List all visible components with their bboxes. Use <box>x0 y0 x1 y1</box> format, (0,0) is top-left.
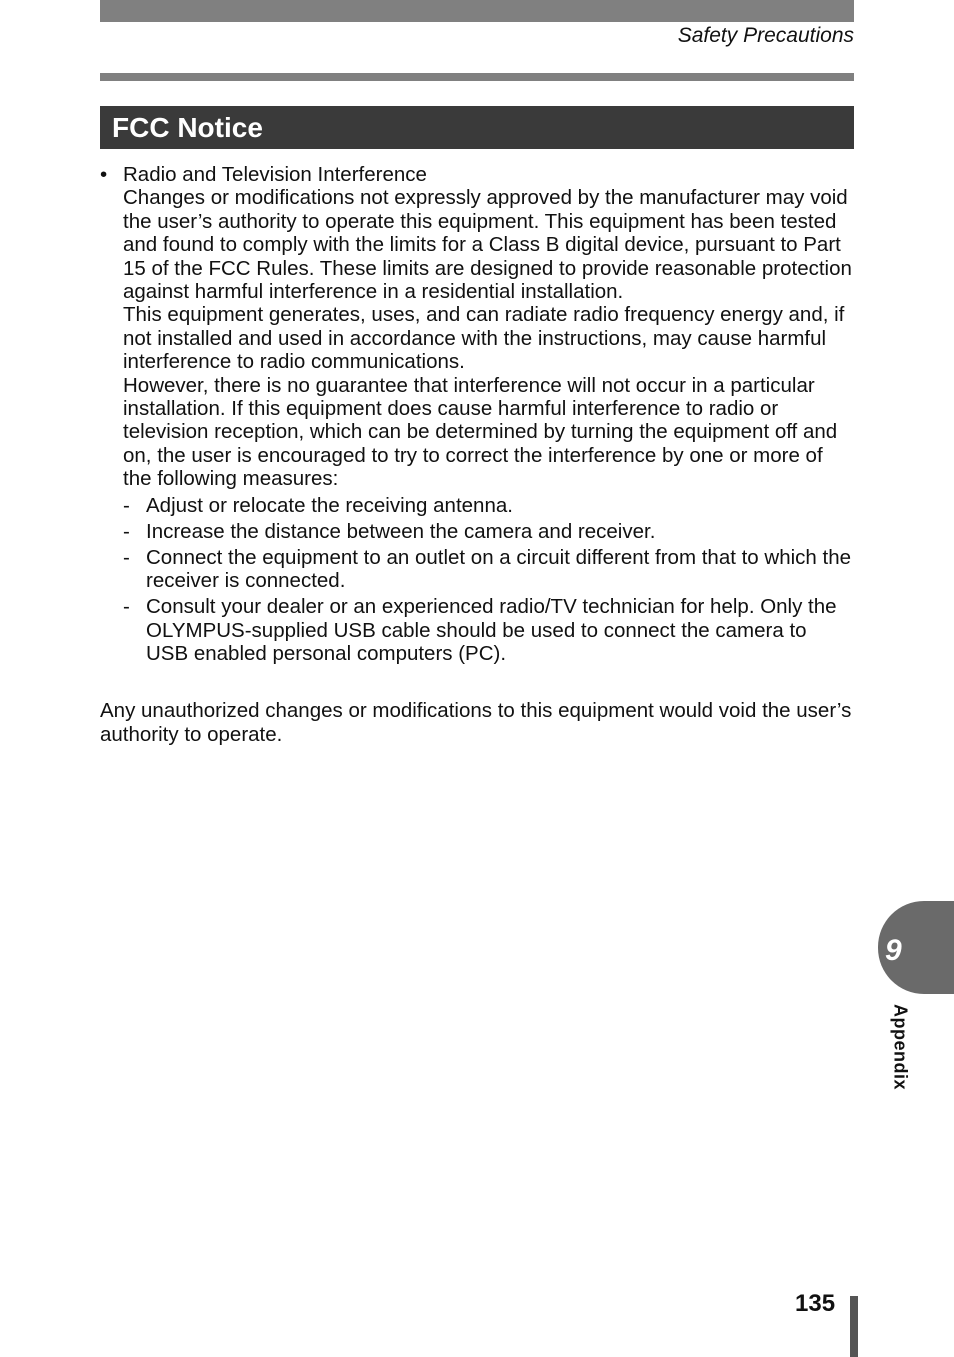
measure-text: Adjust or relocate the receiving antenna. <box>146 493 513 517</box>
section-title-bar <box>100 106 854 149</box>
list-item <box>123 494 854 517</box>
measure-text: Connect the equipment to an outlet on a circuit different from that to which the receiver is connected. <box>146 545 852 593</box>
header-rule <box>100 73 854 81</box>
dash-symbol: - <box>123 545 130 569</box>
header-bar <box>100 0 854 22</box>
paragraph-modifications: Changes or modifications not expressly approved by the manufacturer may void the user’s authority to operate this equipment. This equipment has been tested and found to comply with the limits for a Class B digital device, pursuant to Part 15 of the FCC Rules. These limits are designed to provide reasonable protection against harmful interference in a residential installation. <box>123 186 852 304</box>
paragraph-radiation: This equipment generates, uses, and can radiate radio frequency energy and, if not installed and used in accordance with the instructions, may cause harmful interference to radio communications. <box>123 303 845 374</box>
measure-text: Consult your dealer or an experienced radio/TV technician for help. Only the OLYMPUS-supplied USB cable should be used to connect the camera to USB enabled personal computers (PC). <box>146 595 837 665</box>
measure-text: Increase the distance between the camera and receiver. <box>146 519 656 543</box>
bullet-heading: Radio and Television Interference <box>123 163 427 186</box>
list-item <box>123 546 854 593</box>
page-number: 135 <box>795 1290 836 1317</box>
bullet-symbol: • <box>100 163 108 186</box>
list-item <box>123 595 854 665</box>
section-title: FCC Notice <box>112 112 263 143</box>
chapter-number: 9 <box>885 934 902 967</box>
running-head: Safety Precautions <box>677 24 854 47</box>
main-content <box>100 163 854 746</box>
measures-list <box>123 494 854 666</box>
dash-symbol: - <box>123 595 130 619</box>
chapter-label: Appendix <box>890 1003 911 1091</box>
dash-symbol: - <box>123 493 130 517</box>
list-item <box>123 520 854 543</box>
paragraph-guarantee: However, there is no guarantee that interference will not occur in a particular installation. If this equipment does cause harmful interference to radio or television reception, which can be determined by turning the equipment off and on, the user is encouraged to try to correct the interference by one or more of the following measures: <box>123 373 838 491</box>
bullet-item <box>100 163 854 665</box>
dash-symbol: - <box>123 519 130 543</box>
page-edge-mark <box>850 1296 858 1357</box>
closing-paragraph: Any unauthorized changes or modifications to this equipment would void the user’s authority to operate. <box>100 699 852 746</box>
